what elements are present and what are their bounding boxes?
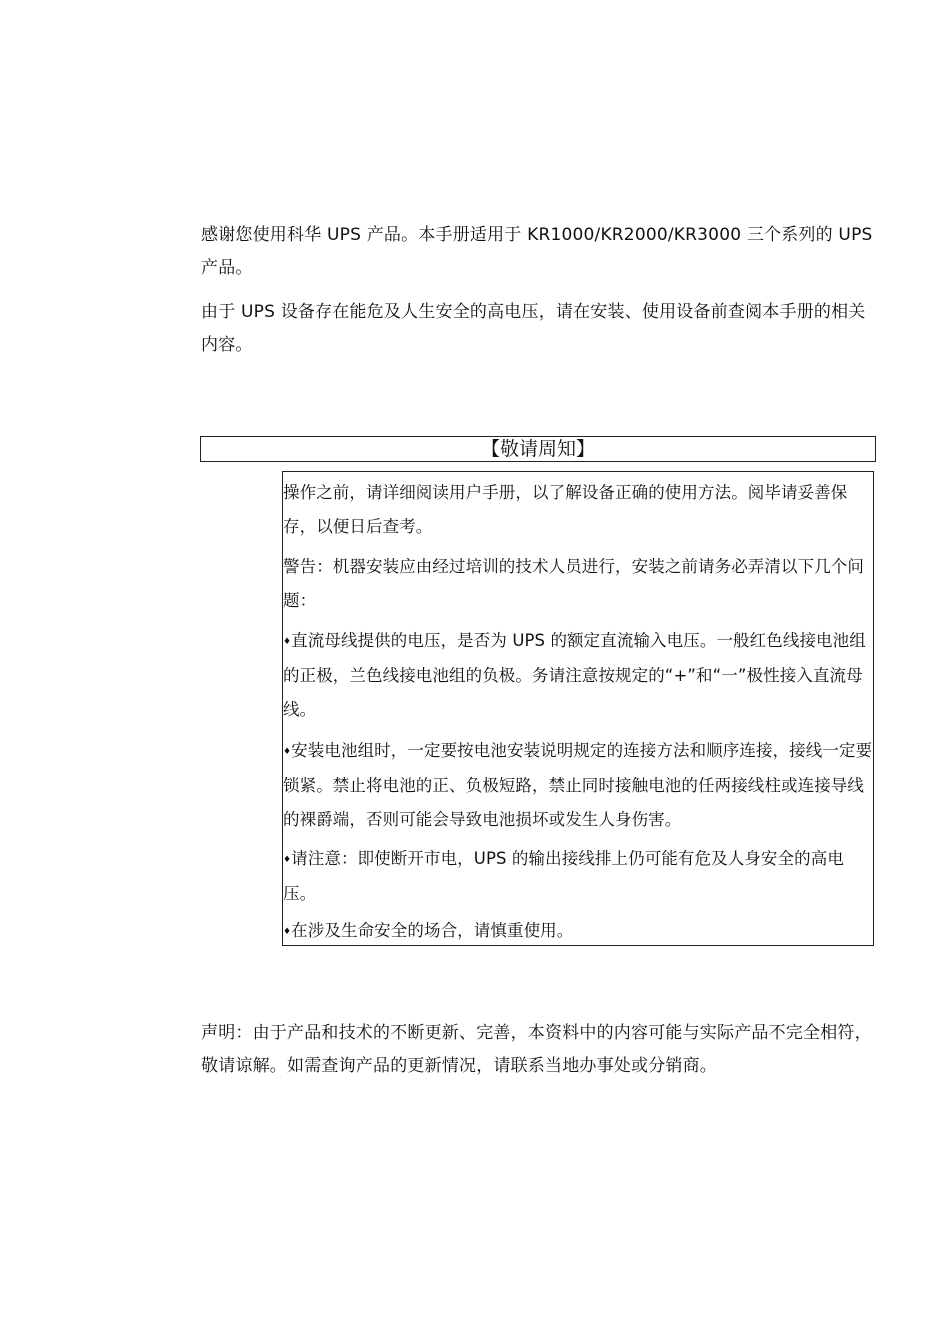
notice-item-high-voltage: ♦请注意：即使断开市电，UPS 的输出接线排上仍可能有危及人身安全的高电压。 [283,849,844,903]
notice-item-warning: 警告：机器安装应由经过培训的技术人员进行，安装之前请务必弄清以下几个问题： [283,557,864,610]
notice-item-battery-install: ♦安装电池组时，一定要按电池安装说明规定的连接方法和顺序连接，接线一定要锁紧。禁止将电池的正、负极短路，禁止同时接触电池的任两接线柱或连接导线的裸爵端，否则可能会导致电池损坏或发生人身伤害。 [283,741,873,829]
notice-item-read-manual: 操作之前，请详细阅读用户手册，以了解设备正确的使用方法。阅毕请妥善保存，以便日后查考。 [283,483,848,536]
notice-item-life-safety: ♦在涉及生命安全的场合，请慎重使用。 [283,921,574,940]
notice-item-dc-bus: ♦直流母线提供的电压，是否为 UPS 的额定直流输入电压。一般红色线接电池组的正极，兰色线接电池组的负极。务请注意按规定的“+”和“一”极性接入直流母线。 [283,631,866,719]
intro-paragraph-1: 感谢您使用科华 UPS 产品。本手册适用于 KR1000/KR2000/KR3000 三个系列的 UPS 产品。 [201,225,873,278]
diamond-bullet-icon: ♦ [283,747,292,757]
notice-title: 【敬请周知】 [200,436,876,462]
statement-paragraph: 声明：由于产品和技术的不断更新、完善，本资料中的内容可能与实际产品不完全相符，敬请谅解。如需查询产品的更新情况，请联系当地办事处或分销商。 [201,1023,872,1076]
diamond-bullet-icon: ♦ [283,927,292,937]
notice-box [282,471,874,946]
intro-paragraph-2: 由于 UPS 设备存在能危及人生安全的高电压，请在安装、使用设备前查阅本手册的相关内容。 [201,302,866,355]
diamond-bullet-icon: ♦ [283,855,292,865]
diamond-bullet-icon: ♦ [283,637,292,647]
